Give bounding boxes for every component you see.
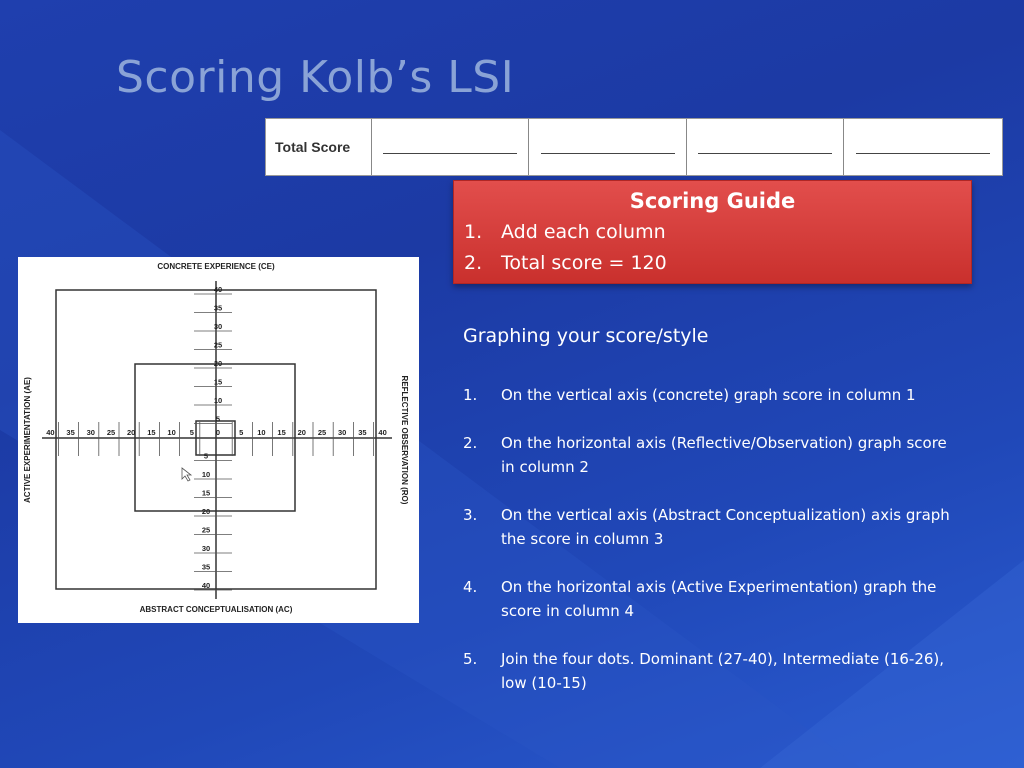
tick-label: 30 <box>338 428 347 437</box>
score-blank-1 <box>372 119 530 175</box>
tick-label: 20 <box>297 428 306 437</box>
tick-label: 15 <box>147 428 156 437</box>
tick-label: 35 <box>66 428 75 437</box>
bottom-axis-label: ABSTRACT CONCEPTUALISATION (AC) <box>139 605 293 614</box>
tick-label: 5 <box>239 428 244 437</box>
scoring-guide-title: Scoring Guide <box>629 189 796 213</box>
cursor-icon <box>182 468 191 481</box>
page-title: Scoring Kolb’s LSI <box>116 52 515 103</box>
scoring-guide-list <box>454 217 971 279</box>
tick-label: 20 <box>201 507 211 516</box>
tick-label: 10 <box>201 470 211 479</box>
graphing-step: 5. Join the four dots. Dominant (27-40), Intermediate (16-26), low (10-15) <box>463 650 945 692</box>
tick-label: 25 <box>201 525 211 535</box>
scoring-guide-box <box>453 180 972 284</box>
tick-label: 25 <box>213 340 223 350</box>
tick-label: 35 <box>213 303 223 313</box>
scoring-guide-item: 2. Total score = 120 <box>464 252 667 274</box>
tick-label: 25 <box>106 428 116 437</box>
score-blank-2 <box>529 119 687 175</box>
kolb-lsi-diagram <box>18 257 419 623</box>
tick-label: 5 <box>203 451 209 461</box>
tick-label: 15 <box>201 488 211 498</box>
total-score-table <box>265 118 1003 176</box>
tick-label: 30 <box>201 544 211 553</box>
tick-label: 15 <box>277 428 286 437</box>
tick-label: 40 <box>213 285 223 294</box>
scoring-guide-item: 1. Add each column <box>464 221 666 243</box>
left-axis-label: ACTIVE EXPERIMENTATION (AE) <box>23 377 32 503</box>
tick-label: 35 <box>201 562 211 572</box>
tick-label: 10 <box>213 396 223 405</box>
tick-label: 40 <box>378 428 387 437</box>
kolb-grid-svg <box>18 257 419 623</box>
graphing-steps-list <box>463 383 963 719</box>
score-blank-4 <box>844 119 1002 175</box>
center-label: 0 <box>215 428 221 437</box>
right-axis-label: REFLECTIVE OBSERVATION (RO) <box>400 375 409 505</box>
graphing-heading: Graphing your score/style <box>463 325 709 347</box>
score-blank-3 <box>687 119 845 175</box>
tick-label: 20 <box>213 359 223 368</box>
tick-label: 30 <box>213 322 223 331</box>
tick-label: 20 <box>127 428 136 437</box>
graphing-step: 1. On the vertical axis (concrete) graph score in column 1 <box>463 386 916 404</box>
tick-label: 40 <box>46 428 55 437</box>
graphing-step: 4. On the horizontal axis (Active Experimentation) graph the score in column 4 <box>463 578 937 620</box>
tick-label: 10 <box>167 428 176 437</box>
tick-label: 35 <box>358 428 367 437</box>
tick-label: 5 <box>215 414 221 424</box>
total-score-label: Total Score <box>266 119 372 175</box>
graphing-step: 3. On the vertical axis (Abstract Conceptualization) axis graph the score in column 3 <box>463 506 950 548</box>
tick-label: 10 <box>257 428 266 437</box>
tick-label: 40 <box>201 581 211 590</box>
graphing-step: 2. On the horizontal axis (Reflective/Observation) graph score in column 2 <box>463 434 947 476</box>
tick-label: 5 <box>189 428 194 437</box>
tick-label: 25 <box>317 428 327 437</box>
tick-label: 15 <box>213 377 223 387</box>
tick-label: 30 <box>86 428 95 437</box>
top-axis-label: CONCRETE EXPERIENCE (CE) <box>157 262 275 271</box>
